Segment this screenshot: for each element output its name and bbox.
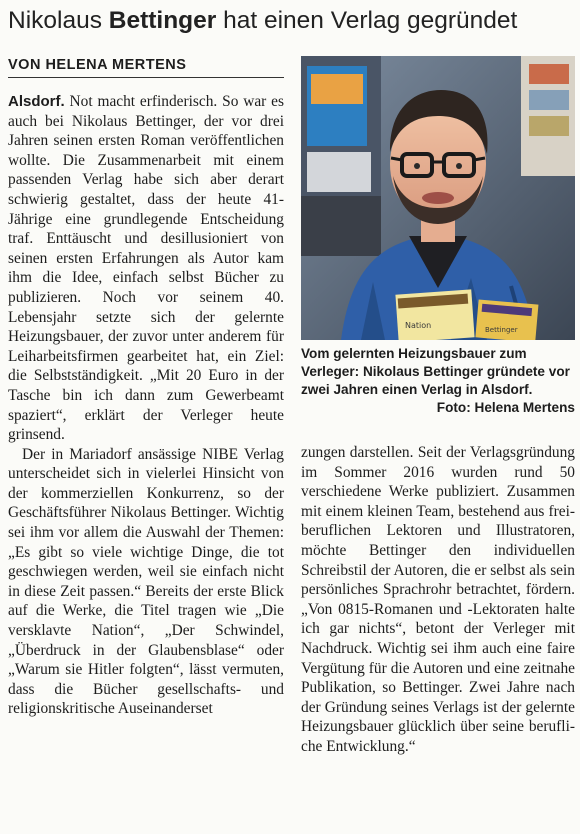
text-column-1 <box>8 92 284 719</box>
book-title-1: Nation <box>405 321 432 330</box>
byline: VON HELENA MERTENS <box>8 55 284 78</box>
headline-part-2: hat einen Verlag gegründet <box>216 7 518 34</box>
article-photo <box>301 56 575 340</box>
paragraph-3: zungen darstellen. Seit der Verlagsgründung im Sommer 2016 wurden rund 50 verschiedene Werke publiziert. Zusammen mit einem kleinen Team, bestehend aus freiberuflichen Lektoren und Illustratoren, möchte Bettinger den individuellen Schreibstil der Autoren, die er selbst als sein persönliches Sprachrohr betrachtet, fördern. „Von 0815-Romanen und -Lektoraten halte ich gar nichts“, betont der Verleger mit Nachdruck. Wichtig sei ihm auch eine faire Vergütung für die Autoren und eine zeitnahe Publikation, so Bettinger. Zwei Jahre nach der Gründung seines Verlags ist der gelernte Heizungsbauer glücklich über seine berufliche Entwicklung.“ <box>301 444 575 755</box>
paragraph-1 <box>8 92 284 445</box>
paragraph-1-text: Not macht erfinderisch. So war es auch bei Nikolaus Bettinger, der vor drei Jahren seinen ersten Roman veröffentlichen wollte. Die Zusammenarbeit mit einem passenden Verlag habe sich aber derart schwierig gestaltet, dass der heute 41-Jährige eine grundlegende Entscheidung traf. Enttäuscht und desillusioniert von seinen ersten Erfahrungen als Autor kam ihm die Idee, einfach selbst Bücher zu publizieren. Noch vor seinem 40. Lebensjahr setzte sich der gelernte Heizungsbauer, der zuvor unter anderem für Leiharbeitsfirmen gearbeitet hat, ein Ziel: die Selbstständigkeit. „Mit 20 Euro in der Tasche bin ich dann zum Gewerbeamt spaziert“, erklärt der Verleger heute grinsend. <box>8 93 284 444</box>
headline-name: Bettinger <box>108 7 217 34</box>
book-title-2: Bettinger <box>485 326 518 334</box>
headline-part-1: Nikolaus <box>8 7 109 34</box>
text-column-2 <box>301 443 575 757</box>
caption-text: Vom gelernten Heizungsbauer zum Verleger: Nikolaus Bettinger gründete vor zwei Jahren einen Verlag in Alsdorf. <box>301 346 570 397</box>
photo-credit: Foto: Helena Mertens <box>436 400 575 415</box>
article-headline <box>8 6 574 36</box>
paragraph-2: Der in Mariadorf ansässige NIBE Verlag unterscheidet sich in vielerlei Hinsicht von der kommerziellen Konkurrenz, so der Geschäftsführer Nikolaus Bettinger. Wichtig sei ihm vor allem die Auswahl der Themen: „Es gibt so viele wichtige Dinge, die tot geschwiegen werden, weil sie einfach nicht in diese Zeit passen.“ Bereits der erste Blick auf die Werke, die Titel tragen wie „Die versklavte Nation“, „Der Schwindel, „Überdruck in der Glaubensblase“ oder „Warum sie Hitler folgten“, lässt vermuten, dass die Bücher gesellschafts- und religionskritische Auseinanderset <box>8 445 284 718</box>
portrait-illustration <box>301 56 575 340</box>
dateline: Alsdorf. <box>8 93 65 110</box>
photo-caption <box>301 345 575 417</box>
